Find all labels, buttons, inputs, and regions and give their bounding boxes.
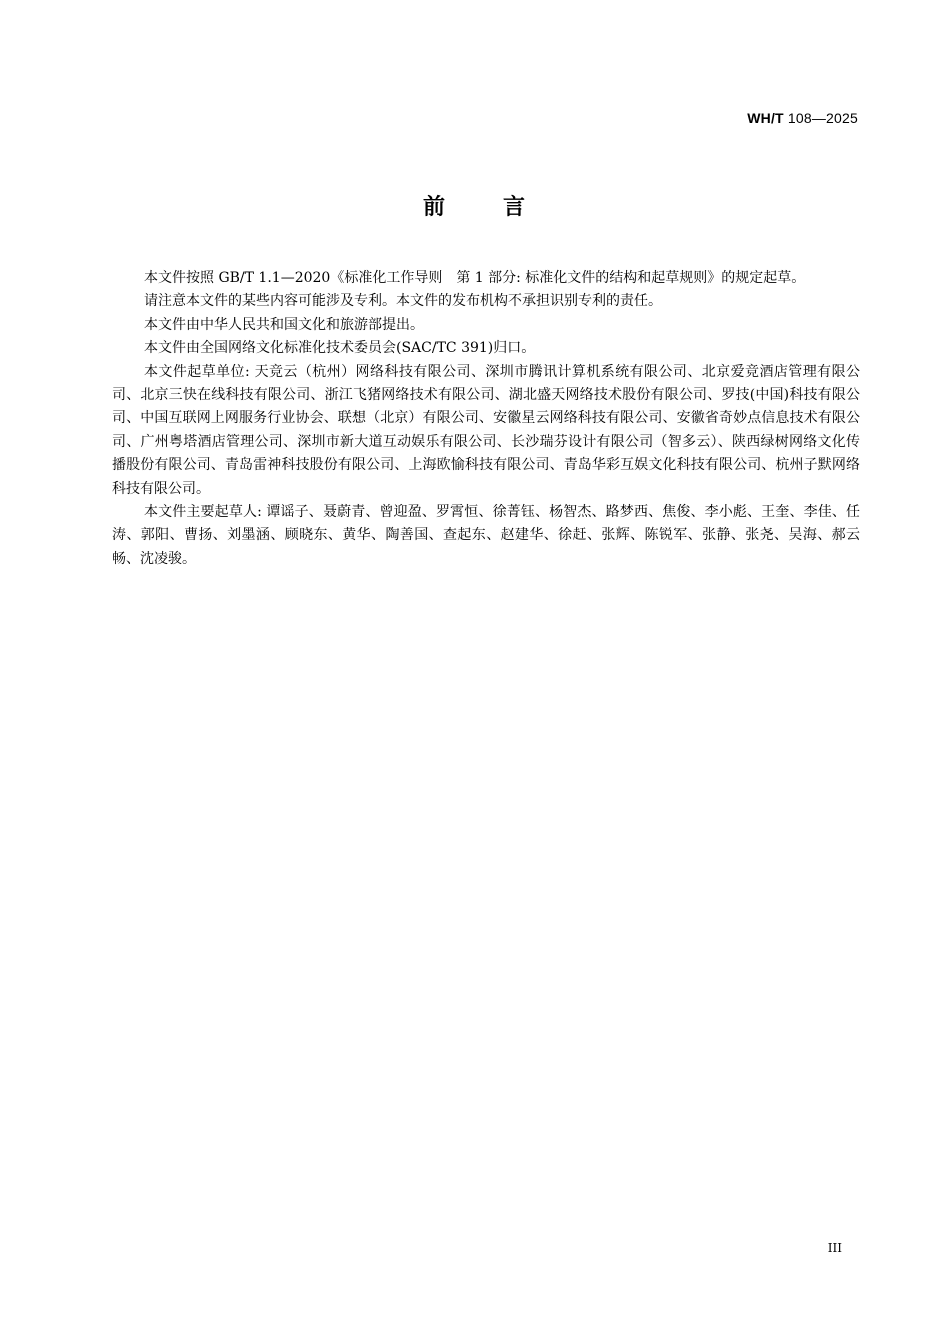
page-title [0,190,950,221]
paragraph-drafters: 本文件主要起草人: 谭谣子、聂蔚青、曾迎盈、罗霄恒、徐菁钰、杨智杰、路梦西、焦俊、李小彪、王奎、李佳、任涛、郭阳、曹扬、刘墨涵、顾晓东、黄华、陶善国、查起东、赵建华、徐赶、张辉、陈锐军、张静、张尧、吴海、郝云畅、沈凌骏。 [112,504,860,567]
paragraph-proposer: 本文件由中华人民共和国文化和旅游部提出。 [144,316,424,333]
paragraph-drafting-rules: 本文件按照 GB/T 1.1—2020《标准化工作导则 第 1 部分: 标准化文件的结构和起草规则》的规定起草。 [144,270,806,286]
page-number: III [827,1241,842,1255]
document-code-number: 108—2025 [787,110,858,126]
paragraph-committee: 本文件由全国网络文化标准化技术委员会(SAC/TC 391)归口。 [144,340,536,357]
document-code [747,110,858,126]
foreword-body [112,267,860,571]
paragraph-patent-notice: 请注意本文件的某些内容可能涉及专利。本文件的发布机构不承担识别专利的责任。 [144,293,662,310]
page-title-char-2: 言 [503,195,528,220]
page-title-char-1: 前 [422,195,447,220]
document-code-prefix: WH/T [747,110,784,126]
paragraph-drafting-units: 本文件起草单位: 天竞云（杭州）网络科技有限公司、深圳市腾讯计算机系统有限公司、北京爱竞酒店管理有限公司、北京三快在线科技有限公司、浙江飞猪网络技术有限公司、湖北盛天网络技术股份有限公司、罗技(中国)科技有限公司、中国互联网上网服务行业协会、联想（北京）有限公司、安徽星云网络科技有限公司、安徽省奇妙点信息技术有限公司、广州粤塔酒店管理公司、深圳市新大道互动娱乐有限公司、长沙瑞芬设计有限公司（智多云）、陕西绿树网络文化传播股份有限公司、青岛雷神科技股份有限公司、上海欧愉科技有限公司、青岛华彩互娱文化科技有限公司、杭州子默网络科技有限公司。 [112,363,860,497]
